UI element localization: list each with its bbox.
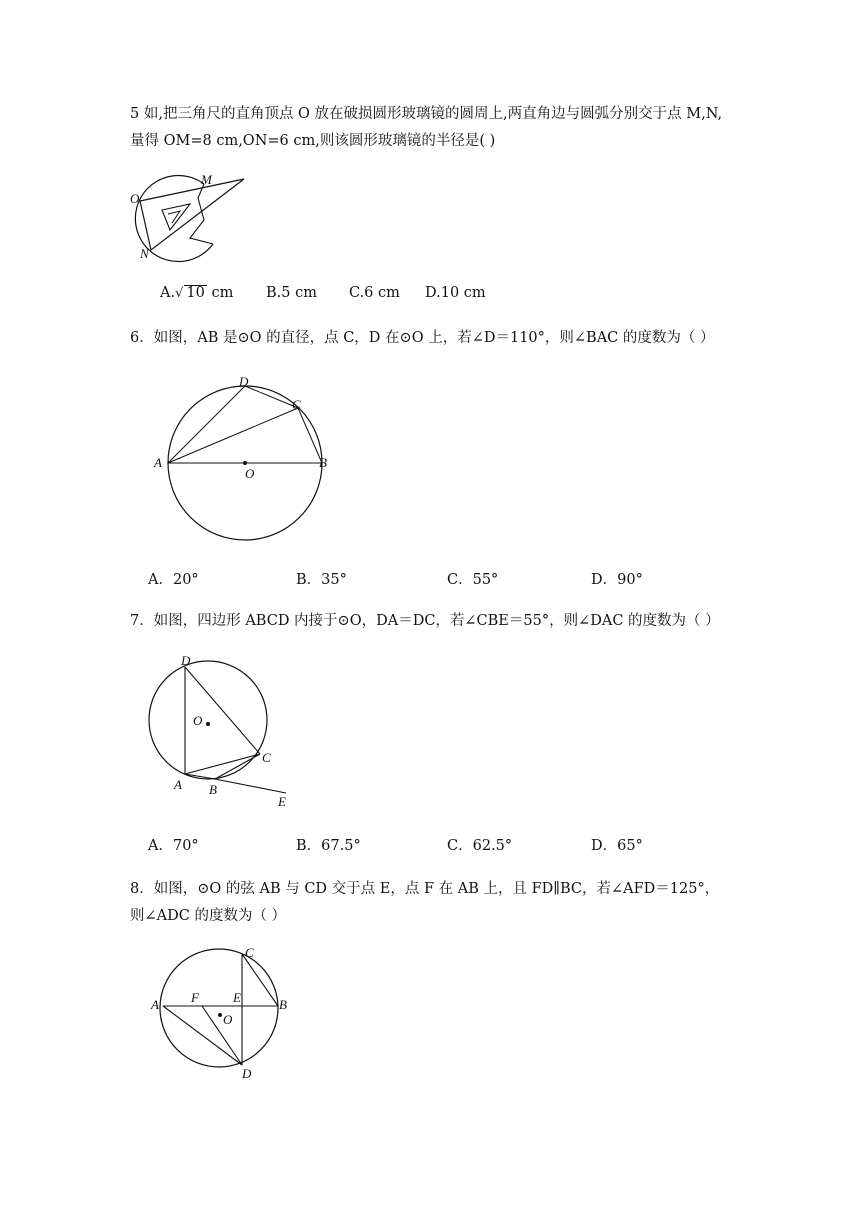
label-C: C <box>245 945 254 960</box>
question-5-line-1: 5 如,把三角尺的直角顶点 O 放在破损圆形玻璃镜的圆周上,两直角边与圆弧分别交于点 M,N, <box>130 106 723 122</box>
center-point <box>206 722 210 726</box>
option-b[interactable]: B.5 cm <box>266 285 317 301</box>
option-a[interactable]: A．20° <box>148 572 199 588</box>
ray-BE <box>215 779 286 793</box>
label-O: O <box>223 1012 233 1027</box>
center-point <box>243 461 247 465</box>
mirror-break-edge <box>190 184 213 244</box>
label-E: E <box>233 990 241 1005</box>
label-C: C <box>292 397 301 412</box>
segment-FD <box>202 1006 242 1065</box>
label-E: E <box>278 794 286 809</box>
label-F: F <box>191 990 199 1005</box>
segment-BC <box>215 754 260 779</box>
option-c[interactable]: C．55° <box>447 572 499 588</box>
label-D: D <box>242 1066 252 1080</box>
label-D: D <box>181 653 191 668</box>
center-point <box>218 1013 222 1017</box>
label-B: B <box>209 782 217 797</box>
option-a[interactable]: A.√ 10 cm <box>160 285 234 301</box>
segment-AC <box>185 754 260 774</box>
segment-AC <box>168 408 298 463</box>
label-O: O <box>130 191 140 206</box>
label-A: A <box>151 997 159 1012</box>
option-d[interactable]: D．90° <box>591 572 643 588</box>
option-c[interactable]: C．62.5° <box>447 838 513 854</box>
option-a-radicand: 10 <box>186 285 205 301</box>
question-6-figure <box>145 370 345 545</box>
question-8-figure <box>148 945 298 1080</box>
question-7-line-1: 7．如图，四边形 ABCD 内接于⊙O，DA＝DC，若∠CBE＝55°，则∠DAC 的度数为（ ） <box>130 613 720 629</box>
label-M: M <box>201 172 212 187</box>
option-a[interactable]: A．70° <box>148 838 199 854</box>
question-7 <box>130 608 740 635</box>
label-B: B <box>279 997 287 1012</box>
set-square-inner-notch <box>168 211 180 223</box>
label-A: A <box>154 455 162 470</box>
option-a-suffix: cm <box>206 285 234 301</box>
question-8 <box>130 876 740 930</box>
question-7-figure <box>143 652 303 812</box>
question-5-line-2: 量得 OM=8 cm,ON=6 cm,则该圆形玻璃镜的半径是( ) <box>130 133 496 149</box>
option-d[interactable]: D．65° <box>591 838 643 854</box>
segment-DC <box>245 386 298 408</box>
option-b[interactable]: B．67.5° <box>296 838 361 854</box>
label-A: A <box>174 777 182 792</box>
label-O: O <box>245 466 255 481</box>
label-C: C <box>262 750 271 765</box>
segment-BC <box>242 954 278 1006</box>
question-5 <box>130 101 740 155</box>
option-b[interactable]: B．35° <box>296 572 347 588</box>
question-8-line-2: 则∠ADC 的度数为（ ） <box>130 908 287 924</box>
question-6 <box>130 325 740 352</box>
option-c[interactable]: C.6 cm <box>349 285 400 301</box>
question-8-line-1: 8．如图，⊙O 的弦 AB 与 CD 交于点 E，点 F 在 AB 上，且 FD∥BC，若∠AFD＝125°， <box>130 881 720 897</box>
segment-DC <box>185 667 260 754</box>
circle-O <box>160 949 278 1067</box>
segment-AD <box>168 386 245 463</box>
question-5-figure <box>128 168 253 268</box>
set-square-outer <box>140 179 244 250</box>
option-a-prefix: A. <box>160 285 176 301</box>
option-d[interactable]: D.10 cm <box>425 285 486 301</box>
label-D: D <box>239 374 249 389</box>
circle-O <box>149 661 267 779</box>
question-6-line-1: 6．如图，AB 是⊙O 的直径，点 C，D 在⊙O 上，若∠D＝110°，则∠BAC 的度数为（ ） <box>130 330 715 346</box>
label-O: O <box>193 713 203 728</box>
label-B: B <box>319 455 327 470</box>
label-N: N <box>140 246 149 261</box>
